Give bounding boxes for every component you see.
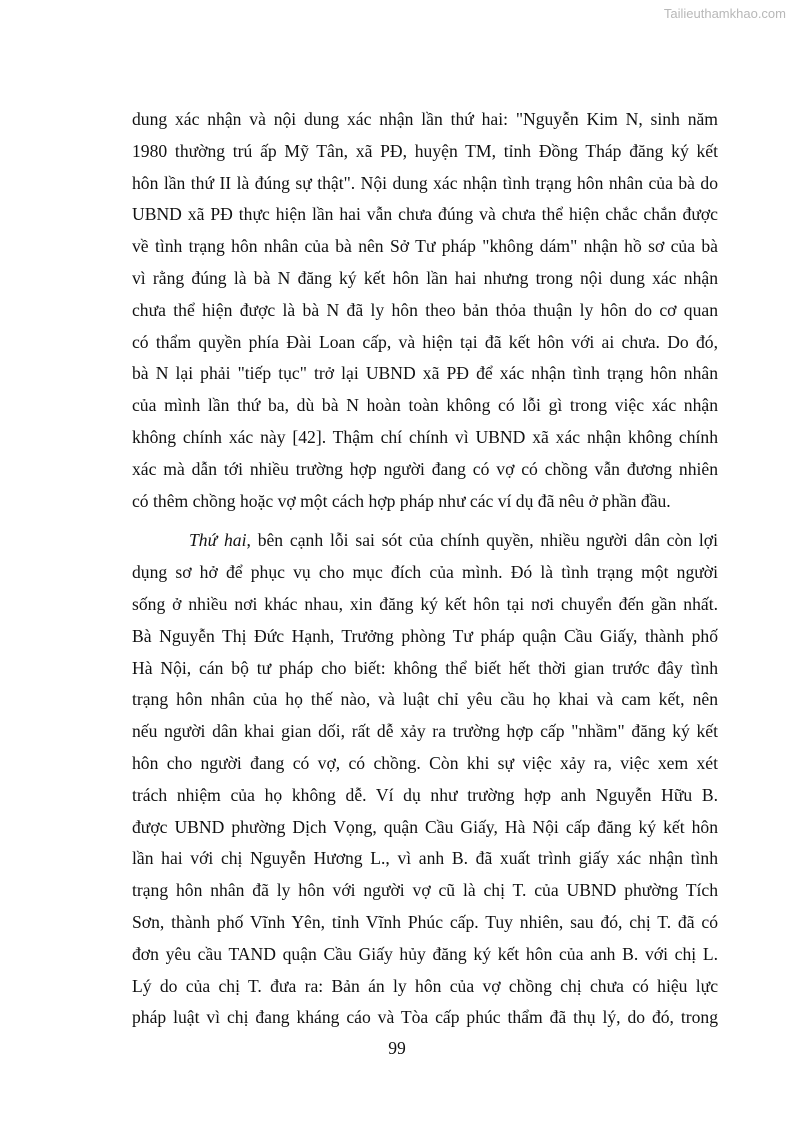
text-line: của mình lần thứ ba, dù bà N hoàn toàn không có lỗi gì trong việc xác nhận <box>132 395 718 416</box>
text-line: UBND xã PĐ thực hiện lần hai vẫn chưa đúng và chưa thể hiện chắc chắn được <box>132 204 718 225</box>
text-line: về tình trạng hôn nhân của bà nên Sở Tư pháp "không dám" nhận hồ sơ của bà <box>132 236 718 257</box>
italic-lead: Thứ hai <box>189 530 247 551</box>
text-line: trách nhiệm của họ không dễ. Ví dụ như trường hợp anh Nguyễn Hữu B. <box>132 784 718 805</box>
text-line: Hà Nội, cán bộ tư pháp cho biết: không thể biết hết thời gian trước đây tình <box>132 657 718 678</box>
text-line: bà N lại phải "tiếp tục" trở lại UBND xã PĐ để xác nhận tình trạng hôn nhân <box>132 363 718 384</box>
text-line: xác mà dẫn tới nhiều trường hợp người đang có vợ có chồng vẫn đương nhiên <box>132 458 718 479</box>
text-line: hôn cho người đang có vợ, có chồng. Còn khi sự việc xảy ra, việc xem xét <box>132 752 718 773</box>
text-line: nếu người dân khai gian dối, rất dễ xảy ra trường hợp cấp "nhầm" đăng ký kết <box>132 721 718 742</box>
first-line-rest: , bên cạnh lỗi sai sót của chính quyền, nhiều người dân còn lợi <box>246 530 718 551</box>
text-line: trạng hôn nhân đã ly hôn với người vợ cũ là chị T. của UBND phường Tích <box>132 880 718 901</box>
page-number: 99 <box>388 1038 406 1058</box>
text-line: hôn lần thứ II là đúng sự thật". Nội dung xác nhận tình trạng hôn nhân của bà do <box>132 172 718 193</box>
text-line: không chính xác này [42]. Thậm chí chính vì UBND xã xác nhận không chính <box>132 426 718 447</box>
text-line: trạng hôn nhân của họ thế nào, và luật chỉ yêu cầu họ khai và cam kết, nên <box>132 689 718 710</box>
watermark-text: Tailieuthamkhao.com <box>663 6 786 21</box>
text-line: Sơn, thành phố Vĩnh Yên, tỉnh Vĩnh Phúc cấp. Tuy nhiên, sau đó, chị T. đã có <box>132 911 718 932</box>
page-body <box>132 104 718 1034</box>
text-line: sống ở nhiều nơi khác nhau, xin đăng ký kết hôn tại nơi chuyển đến gần nhất. <box>132 593 718 614</box>
text-line: pháp luật vì chị đang kháng cáo và Tòa cấp phúc thẩm đã thụ lý, do đó, trong <box>132 1007 718 1028</box>
text-line: vì rằng đúng là bà N đăng ký kết hôn lần hai nhưng trong nội dung xác nhận <box>132 267 718 288</box>
text-line <box>132 525 718 557</box>
paragraph-2 <box>132 525 718 1034</box>
text-line: chưa thể hiện được là bà N đã ly hôn theo bản thỏa thuận ly hôn do cơ quan <box>132 299 718 320</box>
text-line: Lý do của chị T. đưa ra: Bản án ly hôn của vợ chồng chị chưa có hiệu lực <box>132 975 718 996</box>
text-line: được UBND phường Dịch Vọng, quận Cầu Giấy, Hà Nội cấp đăng ký kết hôn <box>132 816 718 837</box>
text-line: đơn yêu cầu TAND quận Cầu Giấy hủy đăng ký kết hôn của anh B. với chị L. <box>132 943 718 964</box>
text-line: Bà Nguyễn Thị Đức Hạnh, Trưởng phòng Tư pháp quận Cầu Giấy, thành phố <box>132 625 718 646</box>
text-line: 1980 thường trú ấp Mỹ Tân, xã PĐ, huyện TM, tỉnh Đồng Tháp đăng ký kết <box>132 140 718 161</box>
text-line: có thêm chồng hoặc vợ một cách hợp pháp như các ví dụ đã nêu ở phần đầu. <box>132 490 671 511</box>
paragraph-1 <box>132 104 718 517</box>
text-line: lần hai với chị Nguyễn Hương L., vì anh B. đã xuất trình giấy xác nhận tình <box>132 848 718 869</box>
text-line: có thẩm quyền phía Đài Loan cấp, và hiện tại đã kết hôn với ai chưa. Do đó, <box>132 331 718 352</box>
text-line: dụng sơ hở để phục vụ cho mục đích của mình. Đó là tình trạng một người <box>132 562 718 583</box>
text-line: dung xác nhận và nội dung xác nhận lần thứ hai: "Nguyễn Kim N, sinh năm <box>132 109 718 129</box>
